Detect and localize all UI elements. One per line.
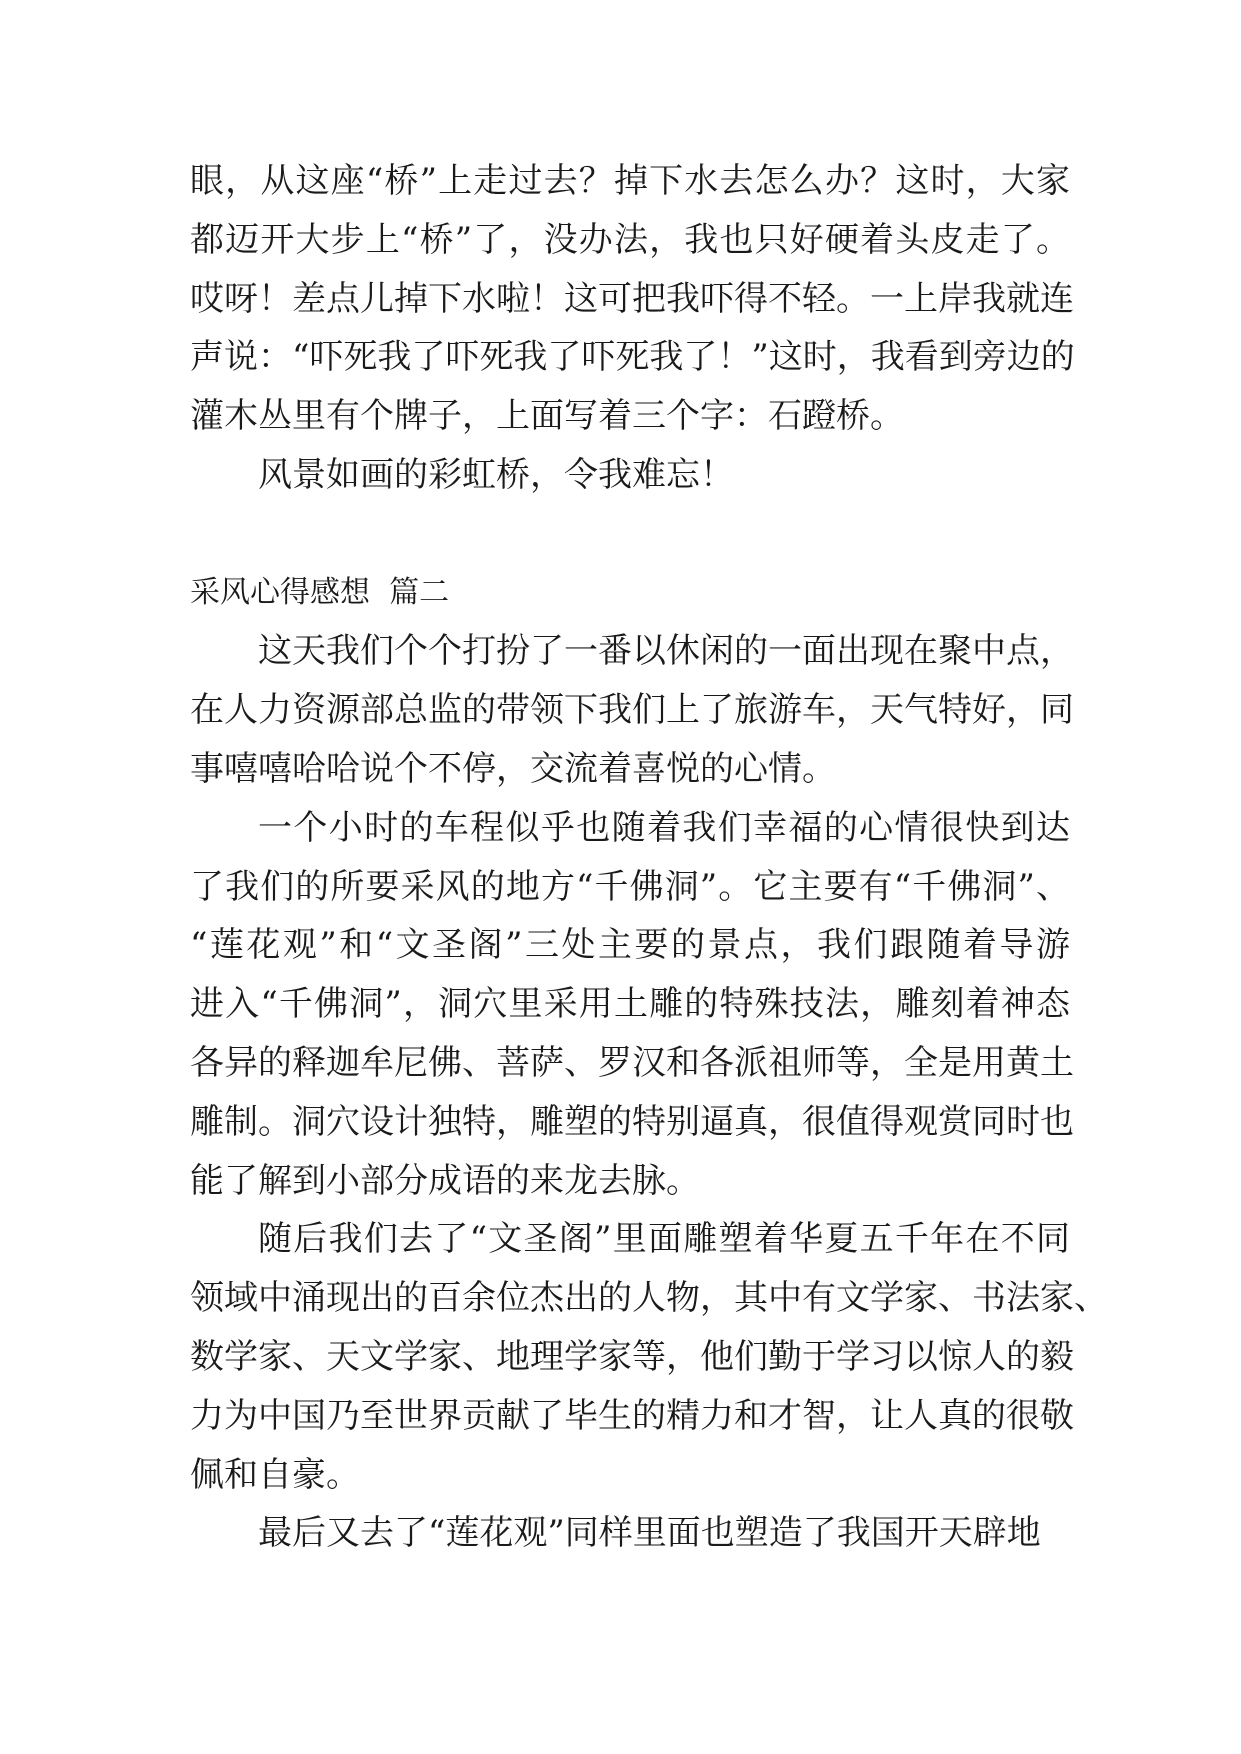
text-line: 事嘻嘻哈哈说个不停，交流着喜悦的心情。 [190,748,836,789]
text-line: 雕制。洞穴设计独特，雕塑的特别逼真，很值得观赏同时也 [190,1101,1074,1142]
paragraph-wensheng-pavilion [190,1210,1108,1504]
section-heading: 采风心得感想 篇二 [190,574,450,610]
paragraph-departure [190,622,1074,798]
document-body [190,152,1108,1563]
text-line: 佩和自豪。 [190,1454,360,1495]
paragraph-lotus-temple [190,1504,1070,1563]
text-line: 领域中涌现出的百余位杰出的人物，其中有文学家、书法家、 [190,1278,1108,1319]
blank-line [190,505,1070,564]
text-line: 数学家、天文学家、地理学家等，他们勤于学习以惊人的毅 [190,1336,1074,1377]
text-line: 最后又去了“莲花观”同样里面也塑造了我国开天辟地 [258,1513,1041,1554]
text-line: 哎呀！差点儿掉下水啦！这可把我吓得不轻。一上岸我就连 [190,278,1074,319]
text-line: 眼，从这座“桥”上走过去？掉下水去怎么办？这时，大家 [190,161,1070,201]
text-line: 风景如画的彩虹桥，令我难忘！ [258,454,734,495]
text-line: 进入“千佛洞”，洞穴里采用土雕的特殊技法，雕刻着神态 [190,984,1070,1025]
text-line: 各异的释迦牟尼佛、菩萨、罗汉和各派祖师等，全是用黄土 [190,1042,1074,1083]
paragraph-closing [190,446,1070,505]
text-line: 都迈开大步上“桥”了，没办法，我也只好硬着头皮走了。 [190,219,1070,260]
text-line: 了我们的所要采风的地方“千佛洞”。它主要有“千佛洞”、 [190,866,1070,907]
text-line: “莲花观”和“文圣阁”三处主要的景点，我们跟随着导游 [190,925,1070,966]
text-line: 能了解到小部分成语的来龙去脉。 [190,1160,700,1201]
text-line: 一个小时的车程似乎也随着我们幸福的心情很快到达 [258,807,1070,848]
text-line: 随后我们去了“文圣阁”里面雕塑着华夏五千年在不同 [258,1219,1070,1260]
paragraph-thousand-buddha-cave [190,799,1074,1211]
text-line: 声说：“吓死我了吓死我了吓死我了！”这时，我看到旁边的 [190,337,1075,378]
text-line: 在人力资源部总监的带领下我们上了旅游车，天气特好，同 [190,690,1074,731]
text-line: 力为中国乃至世界贡献了毕生的精力和才智，让人真的很敬 [190,1395,1074,1436]
text-line: 这天我们个个打扮了一番以休闲的一面出现在聚中点， [258,631,1074,672]
text-line: 灌木丛里有个牌子，上面写着三个字：石蹬桥。 [190,396,904,437]
paragraph-bridge-story [190,152,1075,446]
